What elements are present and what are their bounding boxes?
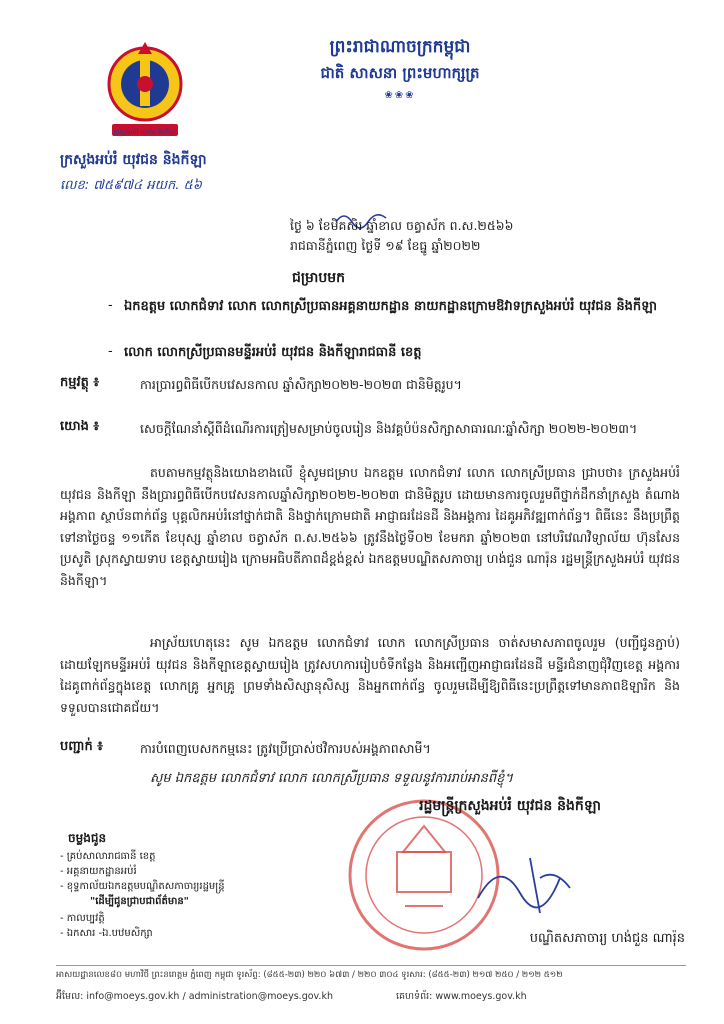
body-paragraph-2: អាស្រ័យហេតុនេះ សូម ឯកឧត្តម លោកជំទាវ លោក លោកស្រីប្រធាន ចាត់សមាសភាពចូលរួម (បញ្ជីជូនភ្ជាប់) ដោយឡែកមន្ទីរអប់រំ យុវជន និងកីឡាខេត្តស្វាយរៀង ត្រូវសហការរៀបចំទីកន្លែង និងអញ្ជើញអាជ្ញាធរដែនដី មន្ទីរជំនាញជុំវិញខេត្ត អង្គការដៃគូពាក់ព័ន្ធក្នុងខេត្ត លោកគ្រូ អ្នកគ្រូ ព្រមទាំងសិស្សានុសិស្ស និងអ្នកពាក់ព័ន្ធ ចូលរួមដើម្បីឱ្យពិធីនេះប្រព្រឹត្តទៅមានភាពឱឡារិក និងទទួលបានជោគជ័យ។: [60, 635, 680, 715]
signatory-name: បណ្ឌិតសភាចារ្យ ហង់ជួន ណារ៉ុន: [529, 931, 685, 946]
footer-contact: [56, 990, 696, 1004]
email-label: អ៊ីមែល:: [56, 991, 84, 1002]
footer-address: អាសយដ្ឋានលេខ៨០ មហាវិថី ព្រះនរោត្តម ភ្នំពេញ កម្ពុជា ទូរស័ព្ទ: (៨៥៥-២៣) ២២០ ៦៧៣ / ២២០ ៣០៤ ទូរសារ: (៨៥៥-២៣) ២១៧ ២៥០ / ២១២ ៥១២: [56, 970, 563, 980]
footer-website: www.moeys.gov.kh: [435, 991, 527, 1002]
national-motto: ជាតិ សាសនា ព្រះមហាក្សត្រ: [320, 64, 480, 82]
recipient-2: លោក លោកស្រីប្រធានមន្ទីរអប់រំ យុវជន និងកីឡារាជធានី ខេត្ត: [124, 345, 422, 360]
reference-text: សេចក្តីណែនាំស្តីពីដំណើរការត្រៀមសម្រាប់ចូលរៀន និងវគ្គបំប៉នសិក្សាសាធារណៈឆ្នាំសិក្សា ២០២២-២០២៣។: [140, 421, 638, 436]
kingdom-title: ព្រះរាជាណាចក្រកម្ពុជា: [329, 37, 471, 57]
cc-item: "ដើម្បីជូនជ្រាបជាព័ត៌មាន": [90, 896, 189, 907]
ministry-emblem-icon: [100, 32, 190, 142]
solar-date: រាជធានីភ្នំពេញ ថ្ងៃទី ១៩ ខែធ្នូ ឆ្នាំ២០២២: [290, 238, 481, 253]
cc-item: - អគ្គនាយកដ្ឋានអប់រំ: [60, 866, 137, 877]
reference-number: លេខ: ៧៥៩៧៤ អយក. ៥៦: [60, 178, 202, 193]
cc-item: - ឯកសារ -ឯ.បឋមសិក្សា: [60, 928, 153, 939]
handwritten-signature-icon: [470, 838, 590, 928]
web-label: គេហទំព័រ:: [396, 991, 433, 1002]
lunar-date: ថ្ងៃ ៦ ខែមិគសិរ ឆ្នាំខាល ចត្វាស័ក ព.ស.២៥៦៦: [290, 218, 514, 233]
emblem-caption: ក្រសួងអប់រំ យុវជន និងកីឡា: [113, 129, 177, 136]
signatory-title: រដ្ឋមន្ត្រីក្រសួងអប់រំ យុវជន និងកីឡា: [419, 798, 601, 814]
note-text: ការបំពេញបេសកកម្មនេះ ត្រូវប្រើប្រាស់ថវិការបស់អង្គភាពសាមី។: [140, 741, 431, 756]
ministry-name: ក្រសួងអប់រំ យុវជន និងកីឡា: [60, 152, 207, 168]
recipient-dash: -: [108, 298, 113, 313]
recipient-dash: -: [108, 344, 113, 359]
subject-text: ការប្រារព្ធពិធីបើកបវេសនកាល ឆ្នាំសិក្សា២០២២-២០២៣ ជានិមិត្តរូប។: [140, 377, 462, 392]
salutation-label: ជម្រាបមក: [292, 270, 346, 286]
cc-item: - គ្រប់សាលារាជធានី ខេត្ត: [60, 851, 156, 862]
cc-item: - ខុទ្ទកាល័យឯកឧត្តមបណ្ឌិតសភាចារ្យរដ្ឋមន្ត្រី: [60, 881, 225, 892]
footer-email: info@moeys.gov.kh / administration@moeys.gov.kh: [86, 991, 333, 1002]
footer-divider: [56, 965, 686, 966]
reference-label: យោង ៖: [60, 419, 100, 434]
cc-title: ចម្លងជូន: [68, 831, 107, 845]
closing-line: សូម ឯកឧត្តម លោកជំទាវ លោក លោកស្រីប្រធាន ទទួលនូវការរាប់អានពីខ្ញុំ។: [150, 771, 513, 786]
subject-label: កម្មវត្ថុ ៖: [60, 375, 100, 390]
body-paragraph-1: តបតាមកម្មវត្ថុនិងយោងខាងលើ ខ្ញុំសូមជម្រាប ឯកឧត្តម លោកជំទាវ លោក លោកស្រីប្រធាន ជ្រាបថា៖ ក្រសួងអប់រំ យុវជន និងកីឡា នឹងប្រារព្ធពិធីបើកបវេសនកាលឆ្នាំសិក្សា២០២២-២០២៣ ជានិមិត្តរូប ដោយមានការចូលរួមពីថ្នាក់ដឹកនាំក្រសួង តំណាងអង្គភាព ស្ថាប័នពាក់ព័ន្ធ បុគ្គលិកអប់រំនៅថ្នាក់ជាតិ និងថ្នាក់ក្រោមជាតិ អាជ្ញាធរដែនដី និងអង្គការ ដៃគូអភិវឌ្ឍពាក់ព័ន្ធ។ ពិធីនេះ នឹងប្រព្រឹត្តទៅនាថ្ងៃចន្ទ ១១កើត ខែបុស្ស ឆ្នាំខាល ចត្វាស័ក ព.ស.២៥៦៦ ត្រូវនឹងថ្ងៃទី០២ ខែមករា ឆ្នាំ២០២៣ នៅបរិវេណវិទ្យាល័យ ហ៊ុនសែន ប្រសូតិ ស្រុកស្វាយទាប ខេត្តស្វាយរៀង ក្រោមអធិបតីភាពដ៏ខ្ពង់ខ្ពស់ ឯកឧត្តមបណ្ឌិតសភាចារ្យ ហង់ជួន ណារ៉ុន រដ្ឋមន្ត្រីក្រសួងអប់រំ យុវជន និងកីឡា។: [60, 465, 680, 588]
header-ornament: ❀❀❀: [384, 90, 416, 101]
recipient-1: ឯកឧត្តម លោកជំទាវ លោក លោកស្រីប្រធានអគ្គនាយកដ្ឋាន នាយកដ្ឋានក្រោមឱវាទក្រសួងអប់រំ យុវជន និងកីឡា: [124, 299, 657, 314]
note-label: បញ្ជាក់ ៖: [60, 739, 103, 754]
cc-item: - កាលប្បវត្តិ: [60, 913, 105, 924]
